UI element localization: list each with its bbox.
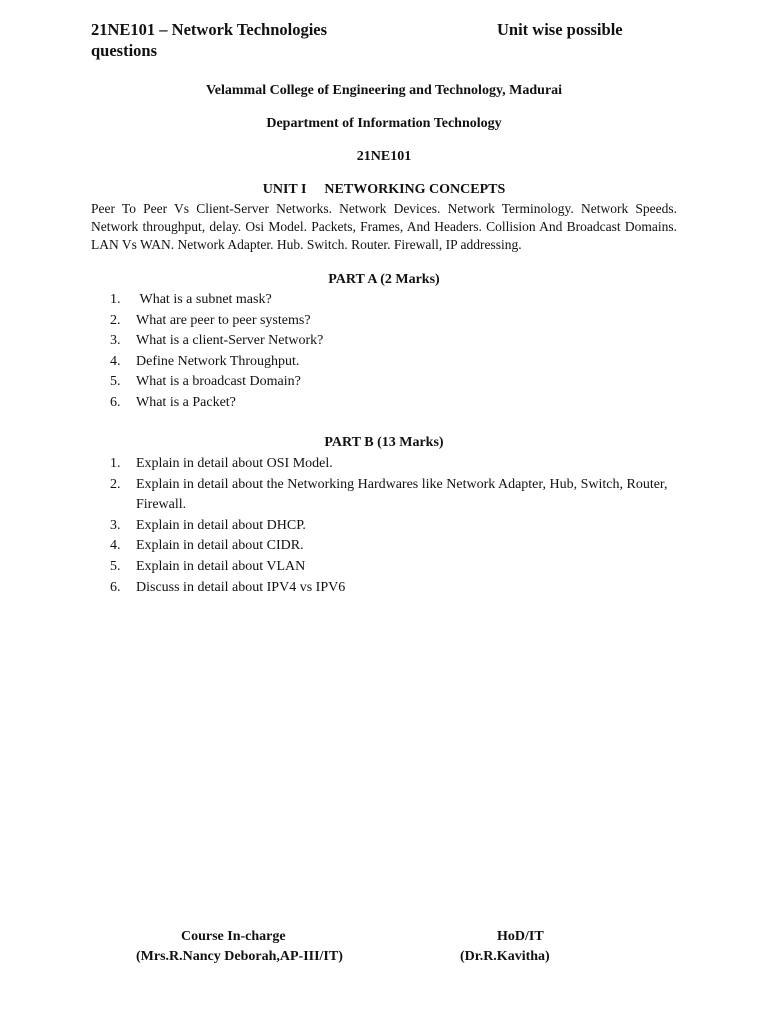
question-text: What is a client-Server Network? [136,333,324,349]
hod-role: HoD/IT [497,929,544,944]
question-text: What is a broadcast Domain? [136,374,301,390]
question-item [110,475,680,516]
question-item [110,290,680,311]
document-type-heading-continued: questions [91,41,158,60]
question-item [110,516,680,537]
question-number: 5. [110,558,121,574]
question-number: 5. [110,374,121,390]
question-item [110,557,680,578]
question-item [110,536,680,557]
question-text: Explain in detail about CIDR. [136,538,304,554]
question-item [110,454,680,475]
unit-syllabus: Peer To Peer Vs Client-Server Networks. Network Devices. Network Terminology. Network Speeds. Network throughput, delay. Osi Model. Packets, Frames, And Headers. Collision And Broadcast Domains. LAN Vs WAN. Network Adapter. Hub. Switch. Router. Firewall, IP addressing. [91,201,677,252]
question-text: What is a subnet mask? [136,292,272,307]
question-number: 6. [110,579,121,595]
part-b-question-list [110,454,680,598]
course-code: 21NE101 [356,149,412,164]
question-text: Discuss in detail about IPV4 vs IPV6 [136,579,346,595]
question-text: Explain in detail about OSI Model. [136,456,333,471]
unit-number: UNIT I [262,182,307,197]
question-text: What are peer to peer systems? [136,312,311,328]
unit-title: NETWORKING CONCEPTS [324,182,506,197]
question-text: Explain in detail about DHCP. [136,517,306,533]
question-item [110,393,680,414]
question-number: 4. [110,538,121,554]
question-number: 4. [110,353,121,369]
document-type-heading: Unit wise possible [497,20,623,39]
question-number: 3. [110,517,121,533]
question-number: 1. [110,456,121,471]
question-text: Define Network Throughput. [136,353,300,369]
department-name: Department of Information Technology [266,116,502,131]
course-incharge-name: (Mrs.R.Nancy Deborah,AP-III/IT) [136,949,343,964]
question-text: Explain in detail about the Networking Hardwares like Network Adapter, Hub, Switch, Router, Firewall. [136,476,672,513]
college-name: Velammal College of Engineering and Technology, Madurai [205,83,563,98]
unit-heading [0,181,768,199]
part-a-heading: PART A (2 Marks) [328,272,440,287]
course-heading: 21NE101 – Network Technologies [91,20,328,39]
course-incharge-role: Course In-charge [181,929,286,944]
part-b-heading: PART B (13 Marks) [324,435,444,450]
question-number: 1. [110,292,121,307]
question-text: Explain in detail about VLAN [136,558,306,574]
question-number: 2. [110,312,121,328]
question-item [110,372,680,393]
question-item [110,578,680,599]
question-text: What is a Packet? [136,394,236,410]
question-item [110,311,680,332]
question-number: 6. [110,394,121,410]
question-item [110,331,680,352]
part-a-question-list [110,290,680,414]
question-number: 2. [110,476,121,492]
hod-name: (Dr.R.Kavitha) [460,949,550,964]
question-number: 3. [110,333,121,349]
question-item [110,352,680,373]
